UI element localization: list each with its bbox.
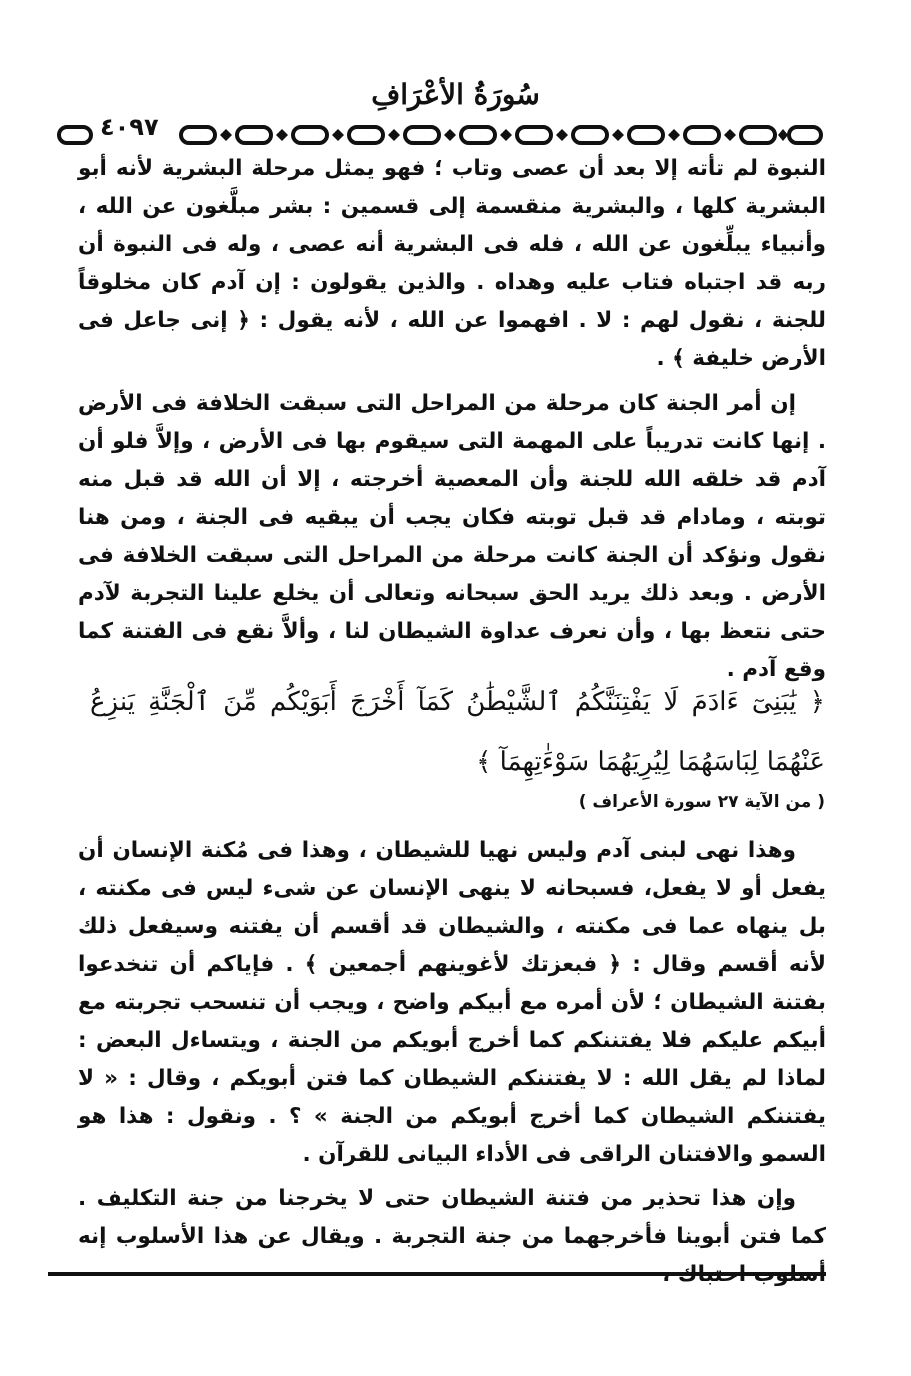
paragraph-4-text: وإن هذا تحذير من فتنة الشيطان حتى لا يخرجنا من جنة التكليف . كما فتن أبوينا فأخرجهما من جنة التجربة . ويقال عن هذا الأسلوب إنه أسلوب احتباك ، xyxy=(78,1186,826,1287)
quranic-verse: ﴿ يَٰبَنِىٓ ءَادَمَ لَا يَفْتِنَنَّكُمُ ٱلشَّيْطَٰنُ كَمَآ أَخْرَجَ أَبَوَيْكُم مِّنَ ٱلْجَنَّةِ يَنزِعُ عَنْهُمَا لِبَاسَهُمَا لِيُرِيَهُمَا سَوْءَٰتِهِمَآ ﴾ xyxy=(90,687,825,777)
paragraph-1 xyxy=(78,150,826,378)
paragraph-1-text: النبوة لم تأته إلا بعد أن عصى وتاب ؛ فهو يمثل مرحلة البشرية لأنه أبو البشرية كلها ، والبشرية منقسمة إلى قسمين : بشر مبلَّغون عن الله ، وأنبياء يبلِّغون عن الله ، فله فى البشرية أنه عصى ، وله فى النبوة أن ربه قد اجتباه فتاب عليه وهداه . والذين يقولون : إن آدم كان مخلوقاً للجنة ، نقول لهم : لا . افهموا عن الله ، لأنه يقول : ﴿ إنى جاعل فى الأرض خليفة ﴾ . xyxy=(78,156,826,371)
paragraph-2 xyxy=(78,385,826,689)
verse-citation: ( من الآية ٢٧ سورة الأعراف ) xyxy=(578,792,825,812)
paragraph-3-text: وهذا نهى لبنى آدم وليس نهيا للشيطان ، وهذا فى مُكنة الإنسان أن يفعل أو لا يفعل، فسبحانه لا ينهى الإنسان عن شىء ليس فى مكنته ، بل ينهاه عما فى مكنته ، والشيطان قد أقسم أن يفتنه وسيفعل ذلك لأنه أقسم وقال : ﴿ فبعزتك لأغوينهم أجمعين ﴾ . فإياكم أن تنخدعوا بفتنة الشيطان ؛ لأن أمره مع أبيكم واضح ، ويجب أن تنسحب تجربته مع أبيكم عليكم فلا يفتننكم كما أخرج أبويكم من الجنة ، ويتساءل البعض : لماذا لم يقل الله : لا يفتننكم الشيطان كما فتن أبويكم ، وقال : « لا يفتننكم الشيطان كما أخرج أبويكم من الجنة » ؟ . ونقول : هذا هو السمو والافتنان الراقى فى الأداء البيانى للقرآن . xyxy=(78,838,826,1167)
running-title: سُورَةُ الأعْرَافِ xyxy=(371,78,540,111)
paragraph-4 xyxy=(78,1180,826,1294)
paragraph-2-text: إن أمر الجنة كان مرحلة من المراحل التى سبقت الخلافة فى الأرض . إنها كانت تدريباً على المهمة التى سيقوم بها فى الأرض ، وإلاَّ فلو أن آدم قد خلقه الله للجنة وأن المعصية أخرجته ، إلا أن الله قد قبل منه توبته ، ومادام قد قبل توبته فكان يجب أن يبقيه فى الجنة ، ومن هنا نقول ونؤكد أن الجنة كانت مرحلة من المراحل التى سبقت الخلافة فى الأرض . وبعد ذلك يريد الحق سبحانه وتعالى أن يخلع علينا التجربة لآدم حتى نتعظ بها ، وأن نعرف عداوة الشيطان لنا ، وألاَّ نقع فى الفتنة كما وقع آدم . xyxy=(78,391,826,682)
page-number: ٤٠٩٧ xyxy=(94,113,165,141)
ornamental-header-band xyxy=(55,118,825,152)
paragraph-3 xyxy=(78,832,826,1174)
footer-rule xyxy=(48,1272,826,1276)
